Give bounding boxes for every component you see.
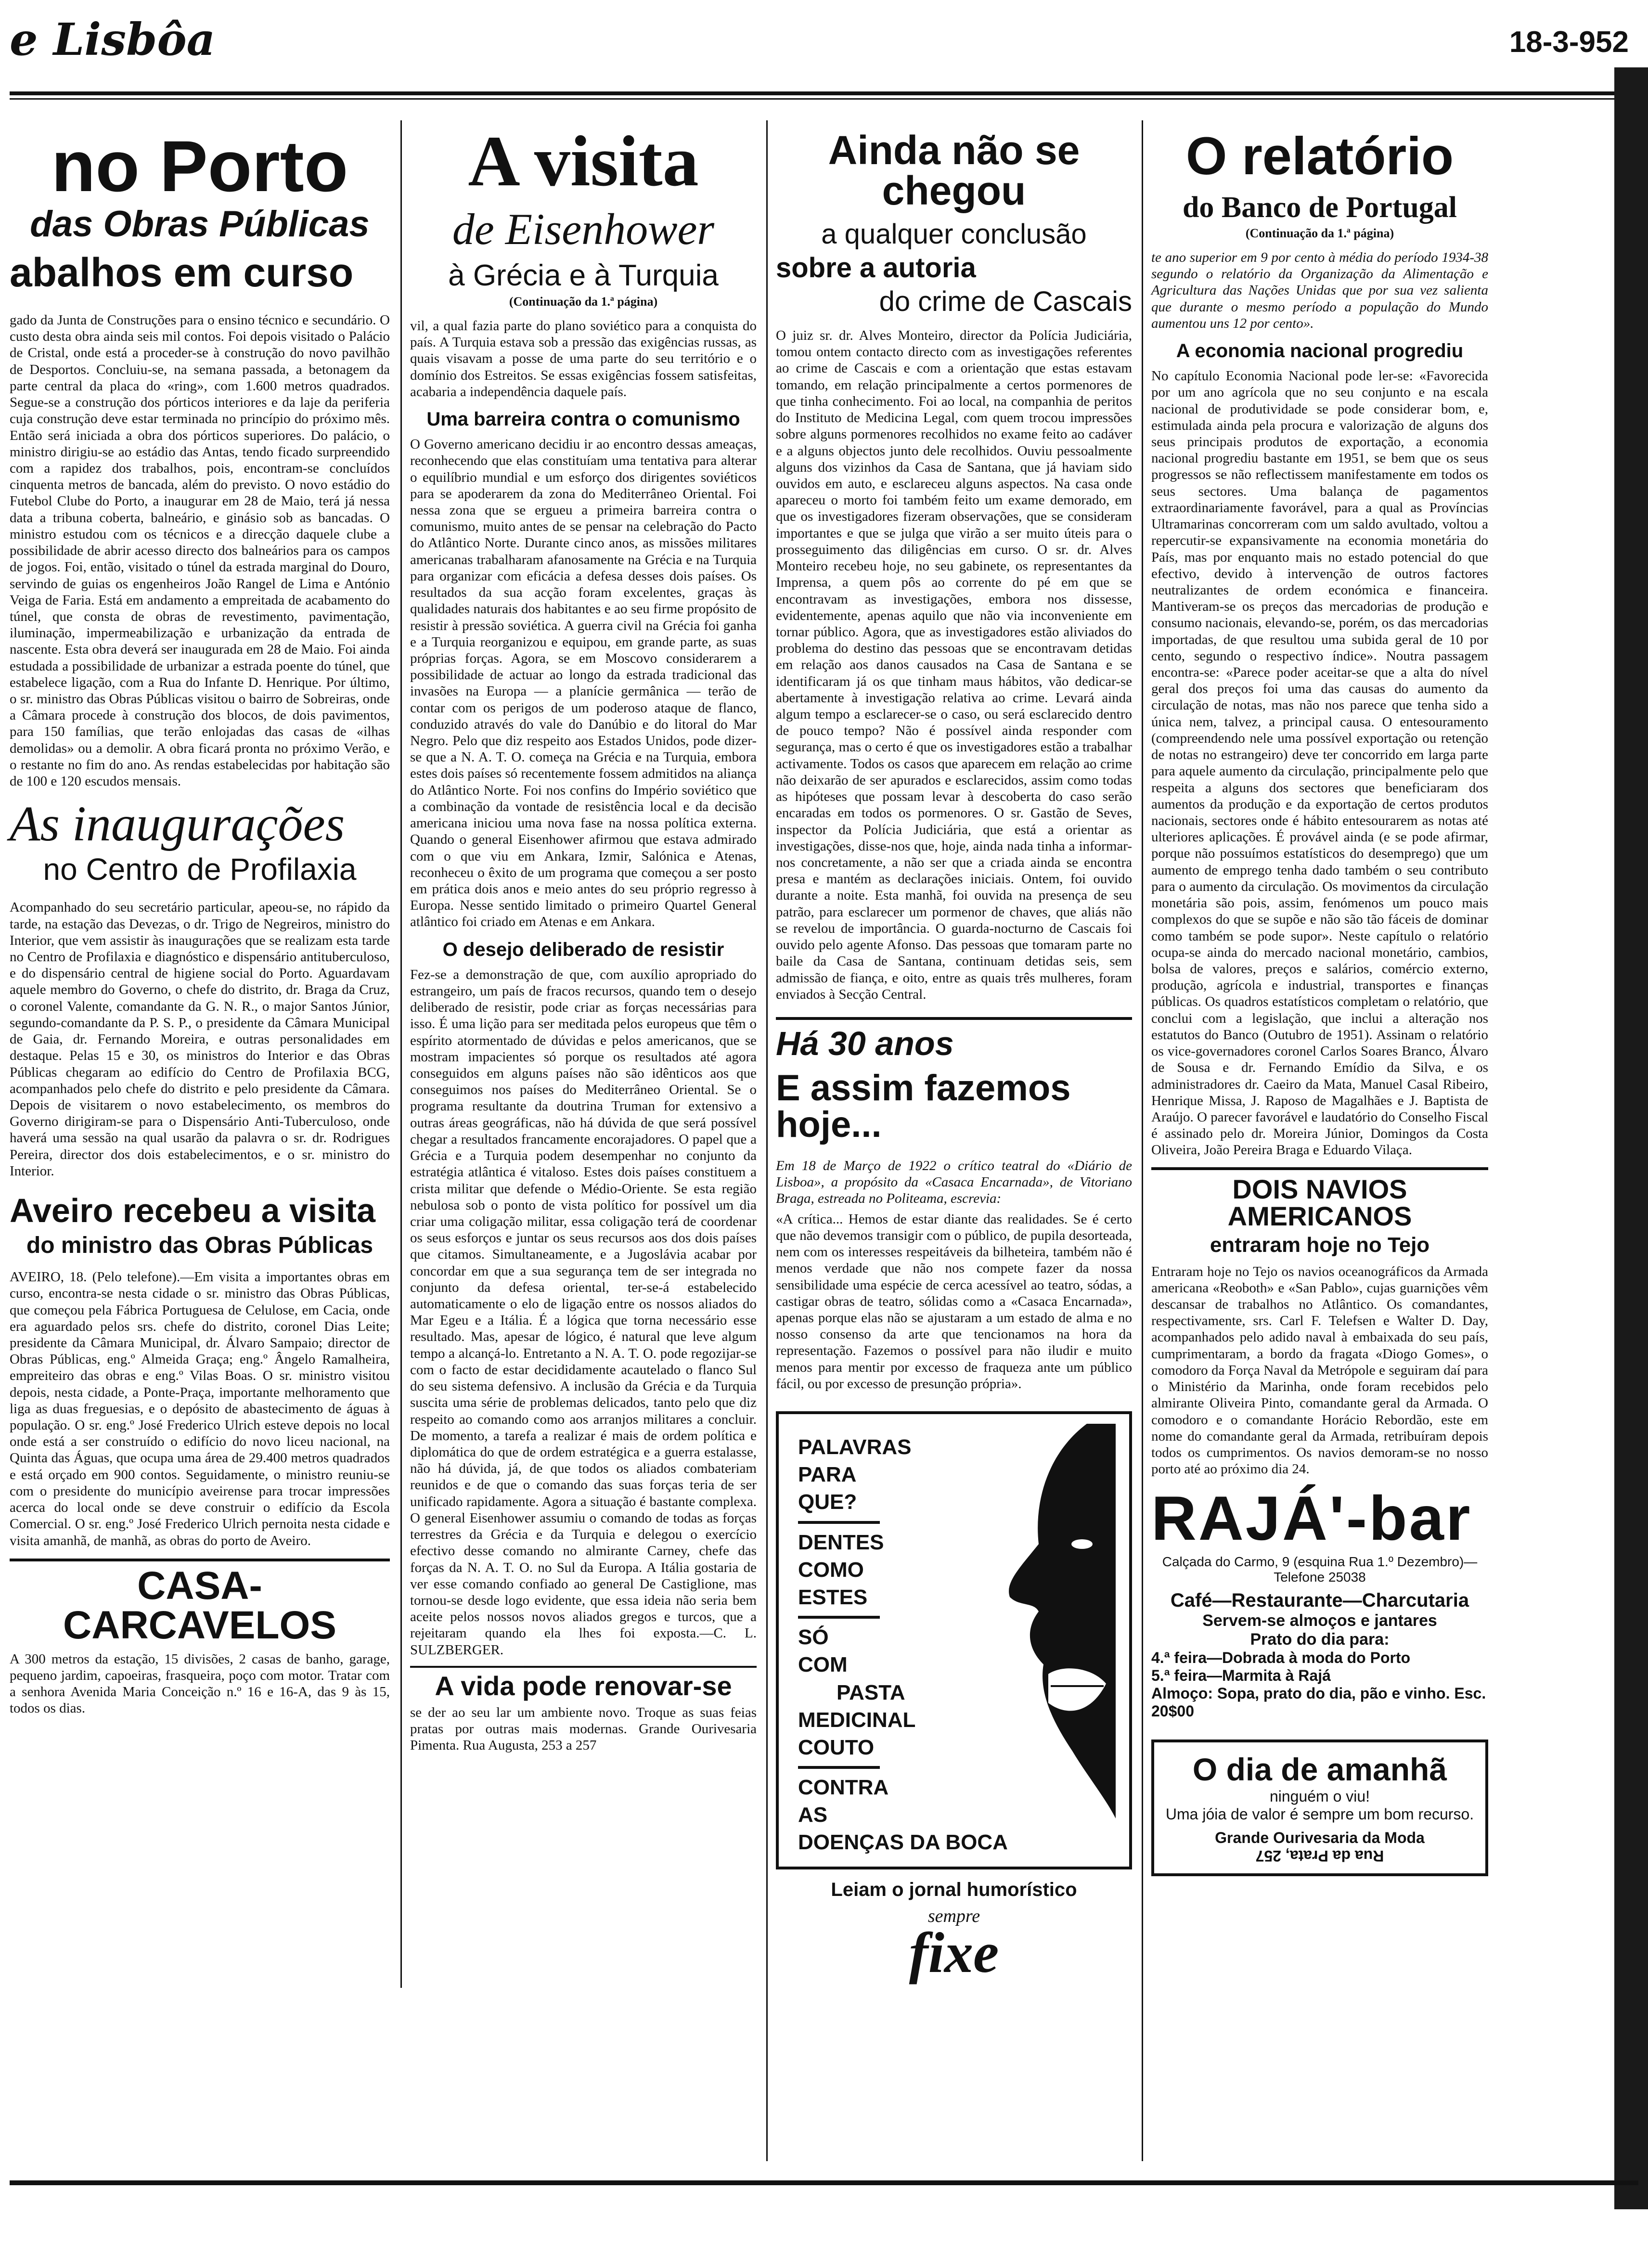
headline-eisenhower: de Eisenhower xyxy=(452,205,715,254)
column-4 xyxy=(1151,120,1488,1876)
ad-text: QUE? xyxy=(798,1490,857,1514)
headline-ha-30-anos: Há 30 anos xyxy=(776,1017,1132,1060)
headline-navios: DOIS NAVIOS AMERICANOS xyxy=(1151,1167,1488,1230)
ad-moda-line: Grande Ourivesaria da Moda xyxy=(1215,1829,1425,1847)
headline-relatorio: O relatório xyxy=(1185,127,1454,186)
headline-crime-cascais: do crime de Cascais xyxy=(879,286,1132,317)
column-divider xyxy=(1142,120,1143,2161)
column-3 xyxy=(776,120,1132,1985)
ad-raja-bar xyxy=(1151,1482,1488,1720)
ad-text: DENTES xyxy=(798,1530,884,1554)
ad-text: AS xyxy=(798,1803,828,1827)
top-rule-thin xyxy=(10,98,1638,100)
article-profilaxia-body: Acompanhado do seu secretário particular, apeou-se, no rápido da tarde, na estação das Devezas, o dr. Trigo de Negreiros, ministro do Interior, que vem assistir às inaugurações que se realizam esta tarde no Centro de Profilaxia e diagnóstico e dispensário antituberculoso, e do dispensário central de higiene social do Porto. Aguardavam aquele membro do Governo, o chefe do distrito, dr. Braga da Cruz, o coronel Valente, comandante da G. N. R., o major Santos Júnior, segundo-comandante da P. S. P., o presidente da Câmara Municipal de Gaia, dr. Fernando Moreira, e outras personalidades em destaque. Pelas 15 e 30, os ministros do Interior e das Obras Públicas chegaram ao edifício do Centro de Profilaxia BCG, acompanhados pelo chefe do distrito e pelo presidente da Câmara. Depois de visitarem o novo estabelecimento, os membros do Governo dirigiram-se para o Dispensário Anti-Tuberculoso, onde haverá uma sessão na qual usarão da palavra o sr. dr. Rodrigues Pereira, director dos dois estabelecimentos, e o sr. ministro do Interior. xyxy=(10,900,390,1179)
ad-divider xyxy=(798,1766,880,1769)
headline-tejo: entraram hoje no Tejo xyxy=(1210,1233,1430,1257)
ad-raja-line: Prato do dia para: xyxy=(1250,1630,1390,1649)
ad-text: MEDICINAL xyxy=(798,1708,916,1732)
headline-banco-portugal: do Banco de Portugal xyxy=(1182,191,1457,224)
column-2 xyxy=(410,120,757,1758)
ad-raja-address: Calçada do Carmo, 9 (esquina Rua 1.º Dezembro)—Telefone 25038 xyxy=(1162,1554,1478,1585)
continuation-note: (Continuação da 1.ª página) xyxy=(1245,226,1394,240)
article-porto-body: gado da Junta de Construções para o ensino técnico e secundário. O custo desta obra ainda seis mil contos. Foi depois visitado o Palácio de Cristal, onde está a proceder-se à construção do novo pavilhão de Desportos. Concluiu-se, na semana passada, a betonagem da parte central da placa do «ring», com 1.600 metros quadrados. Segue-se a construção dos pórticos interiores e da laje da periferia cuja construção deve estar terminada no princípio do próximo mês. Então será iniciada a obra dos pórticos superiores. Do palácio, o ministro dirigiu-se ao estádio das Antas, tendo ficado surpreendido com a rapidez dos trabalhos, pois, encontram-se concluídos cinquenta metros de bancada, além do previsto. O novo estádio do Futebol Clube do Porto, a inaugurar em 28 de Maio, terá já nessa data a tribuna coberta, balneário, e ginásio sob as bancadas. O ministro estudou com os técnicos e a direcção daquele clube a possibilidade de abrir acesso directo dos balneários para os campos de jogos. Foi, então, visitado o túnel da estrada marginal do Douro, servindo de guias os engenheiros João Rangel de Lima e António Veiga de Faria. Está em andamento a empreitada de acabamento do túnel, que consta de obras de revestimento, pavimentação, iluminação, impermeabilização e urbanização da entrada de nascente. Esta obra deverá ser inaugurada em 28 de Maio. Foi ainda estudada a possibilidade de urbanizar a estrada poente do túnel, que estabelece ligação, com a Rua do Infante D. Henrique. Por último, o sr. ministro das Obras Públicas visitou o bairro de Sobreiras, onde a Câmara procede à construção dos blocos, de dois pavimentos, para 150 famílias, que terão enlojadas das casas de «ilhas demolidas» ou a demolir. A obra ficará pronta no próximo Verão, e o restante no fim do ano. As rendas estabelecidas por habitação são de 100 e 120 escudos mensais. xyxy=(10,312,390,789)
subhead-economia: A economia nacional progrediu xyxy=(1176,340,1464,362)
article-banco-body: No capítulo Economia Nacional pode ler-se: «Favorecida por um ano agrícola que no seu conjunto e na escala nacional de produtividade se pode considerar bom, e, estimulada ainda pela procura e valorização de alguns dos seus principais produtos de exportação, a economia nacional progrediu bastante em 1951, se bem que os seus progressos se não reflectissem manifestamente em todos os seus sectores. Uma balança de pagamentos extraordinariamente favorável, para a qual as Províncias Ultramarinas concorreram com um saldo avultado, voltou a repercutir-se expansivamente na economia monetária do País, mas por enquanto mais no estado potencial do que efectivo, devido à intervenção de outros factores neutralizantes de ordem económica e financeira. Mantiveram-se os preços das mercadorias de produção e consumo nacionais, elevando-se, porém, os das mercadorias importadas, de que resultou uma subida geral de 10 por cento, segundo o respectivo índice». Noutra passagem encontra-se: «Parece poder aceitar-se que a alta do nível geral dos preços foi uma das causas do aumento da circulação de notas, mas não nos parece que tenha sido a única nem, talvez, a principal causa. O entesouramento (compreendendo nele uma possível exportação ou retenção de notas no estrangeiro) deve ter concorrido em larga parte para aquele aumento da circulação, principalmente pelo que respeita a alguns dos sectores que beneficiaram dos aumentos da produção e da exportação de certos produtos nacionais, sectores onde é hábito entesourarem as notas até ulteriores aplicações. É provável ainda (e se pode afirmar, porque não possuímos estatísticos do desemprego) que um aumento de emprego tenha dado também o seu contributo para o aumento da circulação. Os movimentos da circulação monetária são pois, assim, fenómenos um pouco mais complexos do que se supõe e não são tão fáceis de dominar como também se pode supor». Neste capítulo o relatório ocupa-se ainda do mercado nacional monetário, cambios, bolsa de valores, preços e salários, comércio externo, produção, agrícola e industrial, transportes e finanças públicas. Os quadros estatísticos completam o relatório, que conclui com a legislação, que inclui a alteração nos estatutos do Banco (Outubro de 1951). Assinam o relatório os vice-governadores coronel Carlos Soares Branco, Álvaro de Sousa e dr. Fernando Emídio da Silva, e os administradores dr. Caeiro da Mata, Manuel Casal Ribeiro, Henrique Missa, J. Raposo de Magalhães e J. Baptista de Araújo. O parecer favorável e laudatório do Conselho Fiscal é assinado pelo dr. Moreira Júnior, Domingos da Costa Oliveira, João Pereira Braga e Eduardo Vilaça. xyxy=(1151,368,1488,1158)
headline-profilaxia: no Centro de Profilaxia xyxy=(43,852,357,887)
ad-pimenta: se der ao seu lar um ambiente novo. Troque as suas feias pratas por outras mais modernas. Grande Ourivesaria Pimenta. Rua Augusta, 253 a 257 xyxy=(410,1704,757,1753)
ad-ourivesaria-moda xyxy=(1151,1740,1488,1876)
headline-visita: A visita xyxy=(468,121,699,201)
ad-raja-line: 4.ª feira—Dobrada à moda do Porto xyxy=(1151,1649,1411,1667)
headline-inauguracoes: As inaugurações xyxy=(10,796,345,852)
ad-text: SÓ xyxy=(798,1625,829,1649)
headline-assim-fazemos: E assim fazemos hoje... xyxy=(776,1067,1071,1145)
article-30-anos-intro: Em 18 de Março de 1922 o crítico teatral do «Diário de Lisboa», a propósito da «Casaca Encarnada», de Vitoriano Braga, estreada no Politeama, escrevia: xyxy=(776,1158,1132,1207)
ad-text: COUTO xyxy=(798,1735,875,1759)
masthead-date: 18-3-952 xyxy=(1509,26,1629,59)
ad-text: PALAVRAS xyxy=(798,1435,912,1459)
article-navios-body: Entraram hoje no Tejo os navios oceanográficos da Armada americana «Reoboth» e «San Pablo», cujas guarnições vêm descansar de trabalhos no Atlântico. Os comandantes, respectivamente, srs. Carl F. Telefsen e Walter D. Day, acompanhados pelo adido naval à embaixada do seu país, cumprimentaram, a bordo da fragata «Diogo Gomes», o comodoro da Força Naval da Metrópole e seguiram daí para o Ministério da Marinha, onde foram recebidos pelo almirante Oliveira Pinto, comandante geral da Armada. O comodoro e o comandante Horácio Rebordão, este em nome do comandante geral da Armada, retribuíram depois todos os cumprimentos. Os navios demoram-se no nosso porto até ao próximo dia 24. xyxy=(1151,1263,1488,1477)
column-divider xyxy=(766,120,768,2161)
masthead-title: e Lisbôa xyxy=(10,13,216,65)
article-cascais-body: O juiz sr. dr. Alves Monteiro, director da Polícia Judiciária, tomou ontem contacto directo com as investigações referentes ao crime de Cascais e com a orientação que estas estavam tomando, em relação principalmente a certos pormenores de que tinha conhecimento. Foi ao local, na companhia de peritos do Instituto de Medicina Legal, com quem trocou impressões sobre alguns pormenores recolhidos no exame feito ao cadáver e a alguns objectos junto dele recolhidos. Ouviu pessoalmente alguns dos vizinhos da Casa de Santana, que já haviam sido ouvidos em auto, e esclareceu alguns aspectos. Na casa onde apareceu o morto foi também feito um exame demorado, em que os investigadores fizeram observações, que se consideram importantes e que se julga que virão a ser muito úteis para o prosseguimento das diligências em curso. O sr. dr. Alves Monteiro recebeu hoje, no seu gabinete, os representantes da Imprensa, a quem pôs ao corrente do pé em que se encontravam as investigações, embora nos dissesse, evidentemente, apenas aquilo que não via inconveniente em tornar público. Agora, que as investigadores estão aliviados do problema do destino das pessoas que se encontravam detidas em relação aos danos causados na Casa de Santana e se identificaram já os que tinham maus hábitos, vão dedicar-se abertamente à investigação relativa ao crime. Levará ainda algum tempo a esclarecer-se o caso, ou será esclarecido dentro de pouco tempo? Não é possível ainda responder com segurança, mas o certo é que os investigadores estão a trabalhar activamente. Todos os casos que aparecem em relação ao crime não deixarão de ser apurados e esclarecidos, assim como todas as hipóteses que possam levar à descoberta do caso serão encaradas em todos os pormenores. O sr. Gastão de Seves, inspector da Polícia Judiciária, que está a orientar as investigações, disse-nos que, hoje, ainda nada tinha a informar-nos concretamente, a não ser que a criada ainda se encontra presa e mantém as declarações iniciais. Ontem, foi ouvido durante a noite. Esta manhã, foi ouvida na presença de seu patrão, para esclarecer um pormenor de chaves, que aliás não se revelou de importância. O guarda-nocturno de Cascais foi ouvido pelo agente Afonso. Das pessoas que tomaram parte no baile da Casa de Santana, continuam detidas seis, sem admissão de fiança, e oito, entre as quais três mulheres, foram enviados à Secção Central. xyxy=(776,328,1132,1002)
article-visita-body-1: O Governo americano decidiu ir ao encontro dessas ameaças, reconhecendo que elas constituíam uma tentativa para alterar o equilíbrio mundial e um esforço dos dirigentes soviéticos para se apoderarem da zona do Mediterrâneo Oriental. Foi nessa zona que se ergueu a primeira barreira contra o comunismo, muito antes de se pensar na celebração do Pacto do Atlântico Norte. Durante cinco anos, as missões militares americanas trabalharam afanosamente na Grécia e na Turquia para organizar com eficácia a defesa desses dois países. Os resultados da sua acção foram excelentes, graças às qualidades naturais dos habitantes e ao seu firme propósito de resistir à pressão soviética. A guerra civil na Grécia foi ganha e a Turquia reorganizou e equipou, em grande parte, as suas próprias forças. Agora, se em Moscovo considerarem a possibilidade de actuar ao longo da estrada tradicional das invasões na Europa — a planície germânica — terão de contar com os perigos de um poderoso ataque de flanco, conduzido através do vale do Danúbio e do litoral do Mar Negro. Pelo que diz respeito aos Estados Unidos, pode dizer-se que a N. A. T. O. começa na Grécia e na Turquia, embora estes dois países só recentemente fossem admitidos na aliança do Atlântico Norte. Foi nos confins do Império soviético que a combinação da vontade de resistência local e da decisão americana iniciou uma nova fase na nossa política externa. Quando o general Eisenhower afirmou que estava admirado com o que viu em Ankara, Izmir, Salónica e Atenas, reconheceu o êxito de um programa que começou a ser posto em prática dois anos e meio antes do seu próprio regresso à Europa. Nesse sentido limitado o primeiro Quartel General atlântico foi criado em Atenas e em Ankara. xyxy=(410,437,757,930)
ad-jornal-humoristico: Leiam o jornal humorístico xyxy=(831,1879,1077,1901)
article-aveiro-body: AVEIRO, 18. (Pelo telefone).—Em visita a importantes obras em curso, encontra-se nesta cidade o sr. ministro das Obras Públicas, que começou pela Fábrica Portuguesa de Celulose, em Cacia, onde era aguardado pelos srs. chefe do distrito, coronel Dias Leite; presidente da Câmara Municipal, dr. Álvaro Sampaio; director de Obras Públicas, eng.º Almeida Graça; eng.º Ângelo Ramalheira, empreiteiro das obras e eng.º Vilas Boas. O sr. ministro visitou depois, nesta cidade, a Ponte-Praça, importante melhoramento que liga as duas freguesias, e o depósito de abastecimento de águas à população. O sr. eng.º José Frederico Ulrich esteve depois no local onde está a ser construído o edifício do novo liceu nacional, na Quinta das Águas, que ocupa uma área de 29.400 metros quadrados e está orçado em 900 contos. Seguidamente, o ministro reuniu-se com o presidente do município aveirense para trocar impressões acerca do local onde se deve construir o edifício da Escola Comercial. O sr. eng.º José Frederico Ulrich pernoita nesta cidade e visita amanhã, de manhã, as obras do porto de Aveiro. xyxy=(10,1269,390,1548)
article-visita-intro: vil, a qual fazia parte do plano soviético para a conquista do país. A Turquia estava sob a pressão das exigências russas, as quais visavam a posse de uma parte do seu território e o domínio dos Estreitos. Se essas exigências fossem satisfeitas, acabaria a independência daquele país. xyxy=(410,318,757,399)
ad-raja-line: Café—Restaurante—Charcutaria xyxy=(1170,1590,1469,1611)
headline-porto: no Porto xyxy=(51,126,348,206)
ad-text: COM xyxy=(798,1653,848,1677)
ad-raja-line: 5.ª feira—Marmita à Rajá xyxy=(1151,1667,1331,1685)
headline-autoria: sobre a autoria xyxy=(776,252,976,284)
ad-text: ESTES xyxy=(798,1585,868,1609)
headline-grecia-turquia: à Grécia e à Turquia xyxy=(448,259,719,292)
headline-carcavelos: CASA-CARCAVELOS xyxy=(10,1559,390,1645)
subhead-desejo: O desejo deliberado de resistir xyxy=(442,939,724,960)
ad-divider xyxy=(798,1616,880,1619)
fixe-logo-text: fixe xyxy=(909,1920,999,1985)
ad-divider xyxy=(798,1521,880,1524)
ad-moda-line: Uma jóia de valor é sempre um bom recurso. xyxy=(1165,1805,1474,1823)
ad-raja-line: Almoço: Sopa, prato do dia, pão e vinho. Esc. 20$00 xyxy=(1151,1685,1486,1720)
column-divider xyxy=(400,120,402,1988)
headline-trabalhos: abalhos em curso xyxy=(10,250,354,295)
headline-aveiro: Aveiro recebeu a visita xyxy=(10,1192,376,1230)
column-1 xyxy=(10,120,390,1721)
ad-moda-address: Rua da Prata, 257 xyxy=(1255,1847,1384,1865)
fixe-logo-top: sempre xyxy=(927,1906,980,1927)
fixe-logo xyxy=(776,1906,1132,1985)
article-banco-intro: te ano superior em 9 por cento à média do período 1934-38 segundo o relatório da Organização da Alimentação e Agricultura das Nações Unidas que por sua vez salienta que durante o mesmo período a população do Mundo aumentou uns 12 por cento». xyxy=(1151,250,1488,331)
headline-aveiro-sub: do ministro das Obras Públicas xyxy=(26,1233,373,1259)
continuation-note: (Continuação da 1.ª página) xyxy=(509,295,658,309)
headline-obras: das Obras Públicas xyxy=(30,204,370,245)
ad-raja-title: RAJÁ'-bar xyxy=(1151,1483,1472,1554)
subhead-barreira: Uma barreira contra o comunismo xyxy=(426,409,740,430)
ad-text: CONTRA xyxy=(798,1776,889,1800)
ad-moda-line: ninguém o viu! xyxy=(1269,1788,1370,1805)
top-rule xyxy=(10,91,1638,95)
ad-pasta-couto xyxy=(776,1411,1132,1869)
right-edge-bar xyxy=(1614,67,1648,2209)
ad-text: DOENÇAS DA BOCA xyxy=(798,1830,1008,1855)
ad-text: COMO xyxy=(798,1558,864,1582)
headline-ainda-nao: Ainda não se chegou xyxy=(828,128,1080,213)
smiling-face-illustration xyxy=(991,1424,1116,1818)
article-30-anos-quote: «A crítica... Hemos de estar diante das realidades. Se é certo que não devemos transigir com o público, de pupila desorteada, nem com os interesses respeitáveis da bilheteira, também não é menos verdade que não nos compete fazer da nossa sensibilidade uma espécie de cerca acessível ao teatro, sódas, a castigar obras de teatro, sólidas como a «Casaca Encarnada», apenas porque elas não se ajustaram a um estado de alma e no nosso consenso da arte que tencionamos na hora da representação. Fazemos o possível para não iludir e muito menos para mentir por excesso de fraqueza ante um público fácil, ou por excesso de presunção própria». xyxy=(776,1211,1132,1392)
ad-moda-title: O dia de amanhã xyxy=(1192,1752,1447,1788)
headline-conclusao: a qualquer conclusão xyxy=(821,219,1087,250)
ad-text: PARA xyxy=(798,1463,857,1487)
headline-vida-renovar: A vida pode renovar-se xyxy=(410,1666,757,1700)
bottom-rule xyxy=(10,2180,1638,2185)
classified-carcavelos: A 300 metros da estação, 15 divisões, 2 casas de banho, garage, pequeno jardim, capoeiras, frasqueira, poço com motor. Tratar com a senhora Avenida Maria Conceição n.º 16 e 16-A, das 9 às 15, todos os dias. xyxy=(10,1651,390,1716)
article-visita-body-2: Fez-se a demonstração de que, com auxílio apropriado do estrangeiro, um país de fracos recursos, quando tem o desejo deliberado de resistir, pode criar as forças necessárias para isso. É uma lição para ser meditada pelos europeus que têm o espírito atormentado de dúvidas e pelos americanos, que se mostram impacientes só porque os resultados até agora conseguidos em alguns países não são idênticos aos que conseguimos nos países do Mediterrâneo Oriental. Se o programa resultante da doutrina Truman for extensivo a outras áreas geográficas, não há dúvida de que será possível chegar a resultados francamente encorajadores. O papel que a Grécia e a Turquia podem desempenhar no conjunto da estratégia atlântica é vitaloso. Estes dois países constituem a crista militar que defende o Médio-Oriente. Se esta região nebulosa sob o ponto de vista político for possível um dia criar uma coligação militar, essa coligação terá de coordenar os seus esforços e juntar os seus recursos aos dos dois países que citamos. Simultaneamente, e a Jugoslávia acabar por concordar em que a sua segurança tem de ser integrada no conjunto da defesa oriental, ter-se-á estabelecido automaticamente o elo de ligação entre os nossos aliados do Mar Egeu e a Itália. É a lógica que torna necessário esse resultado. Mas, apesar de lógico, é natural que leve algum tempo a alcançá-lo. Entretanto a N. A. T. O. pode regozijar-se com o facto de estar decididamente acautelado o flanco Sul do seu sistema defensivo. A inclusão da Grécia e da Turquia suscita uma série de problemas delicados, tanto pelo que diz respeito ao comando como aos arranjos militares a concluir. De momento, a tarefa a realizar é mais de ordem política e diplomática do que de ordem estratégica e a guerra estalasse, não há dúvida, já, de que todos os aliados combateriam reunidos e de que o comando das suas forças teria de ser unificado rapidamente. Agora a situação é bastante complexa. O general Eisenhower assumiu o comando de todas as forças terrestres da Grécia e da Turquia e delegou o exercício efectivo desse comando no almirante Carney, chefe das forças da N. A. T. O. no Sul da Europa. A Itália gostaria de ver esse comando confiado ao general De Castiglione, mas tornou-se desde logo evidente, que essa ideia não seria bem aceite pelos nossos novos aliados gregos e turcos, que a rejeitaram quando ela lhes foi exposta.—C. L. SULZBERGER. xyxy=(410,966,757,1658)
ad-text: PASTA xyxy=(837,1680,905,1704)
ad-raja-line: Servem-se almoços e jantares xyxy=(1202,1611,1437,1630)
